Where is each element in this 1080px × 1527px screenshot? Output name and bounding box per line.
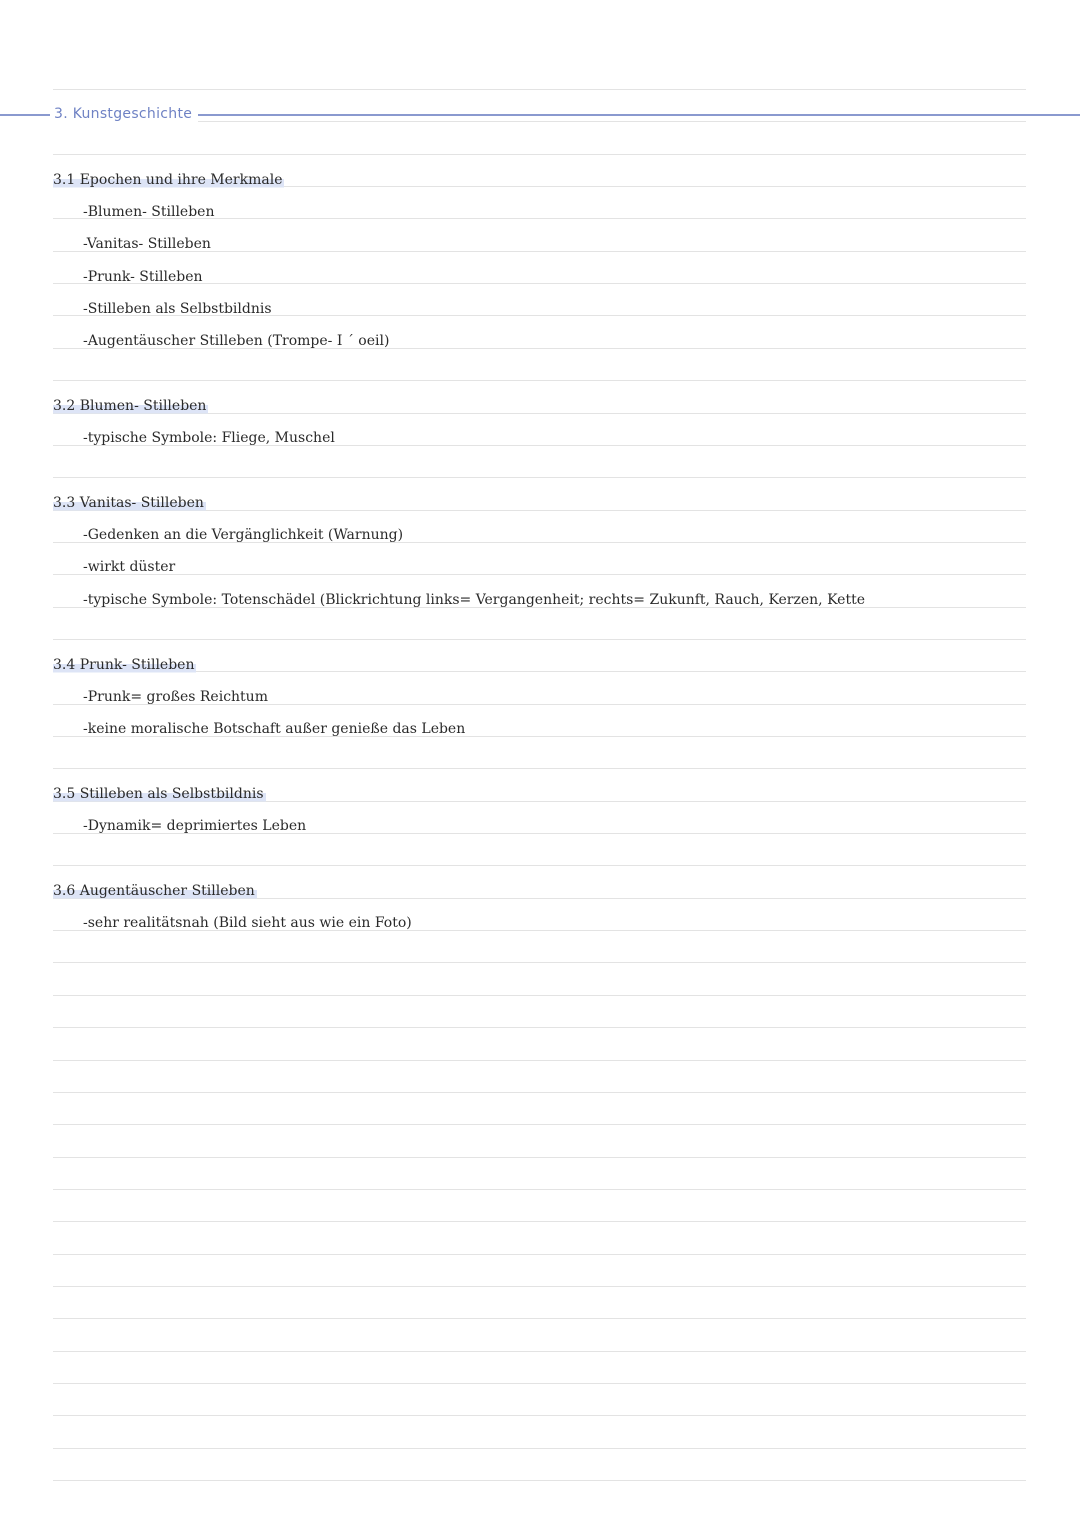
ruled-line [53, 1254, 1026, 1255]
list-item: -Prunk- Stilleben [83, 269, 203, 285]
ruled-line [53, 477, 1026, 478]
list-item: -Vanitas- Stilleben [83, 236, 211, 252]
ruled-line [53, 865, 1026, 866]
section-heading: 3.2 Blumen- Stilleben [53, 398, 207, 414]
list-item: -Stilleben als Selbstbildnis [83, 301, 272, 317]
ruled-line [53, 1124, 1026, 1125]
ruled-line [53, 574, 1026, 575]
ruled-line [53, 1415, 1026, 1416]
ruled-line [53, 962, 1026, 963]
ruled-line [53, 154, 1026, 155]
ruled-line [53, 1189, 1026, 1190]
list-item: -keine moralische Botschaft außer genieße das Leben [83, 721, 466, 737]
section-heading: 3.6 Augentäuscher Stilleben [53, 883, 255, 899]
ruled-line [53, 1448, 1026, 1449]
ruled-line [53, 1027, 1026, 1028]
section-heading: 3.3 Vanitas- Stilleben [53, 495, 204, 511]
chapter-title: 3. Kunstgeschichte [50, 104, 198, 124]
ruled-line [53, 768, 1026, 769]
list-item: -typische Symbole: Fliege, Muschel [83, 430, 335, 446]
list-item: -typische Symbole: Totenschädel (Blickrichtung links= Vergangenheit; rechts= Zukunft, Rauch, Kerzen, Kette [83, 592, 865, 608]
ruled-line [53, 1060, 1026, 1061]
ruled-line [53, 1157, 1026, 1158]
ruled-line [53, 995, 1026, 996]
ruled-line [53, 1351, 1026, 1352]
section-heading: 3.4 Prunk- Stilleben [53, 657, 195, 673]
ruled-line [53, 1092, 1026, 1093]
ruled-line [53, 1318, 1026, 1319]
ruled-line [53, 380, 1026, 381]
list-item: -Blumen- Stilleben [83, 204, 215, 220]
ruled-line [53, 1221, 1026, 1222]
list-item: -sehr realitätsnah (Bild sieht aus wie ein Foto) [83, 915, 412, 931]
ruled-line [53, 671, 1026, 672]
list-item: -Augentäuscher Stilleben (Trompe- I ´ oeil) [83, 333, 390, 349]
list-item: -Gedenken an die Vergänglichkeit (Warnung) [83, 527, 404, 543]
ruled-line [53, 1286, 1026, 1287]
ruled-line [53, 89, 1026, 90]
ruled-line [53, 1480, 1026, 1481]
list-item: -wirkt düster [83, 559, 176, 575]
ruled-line [53, 639, 1026, 640]
section-heading: 3.1 Epochen und ihre Merkmale [53, 172, 283, 188]
ruled-line [53, 1383, 1026, 1384]
section-heading: 3.5 Stilleben als Selbstbildnis [53, 786, 264, 802]
list-item: -Dynamik= deprimiertes Leben [83, 818, 307, 834]
list-item: -Prunk= großes Reichtum [83, 689, 268, 705]
ruled-line [53, 121, 1026, 122]
